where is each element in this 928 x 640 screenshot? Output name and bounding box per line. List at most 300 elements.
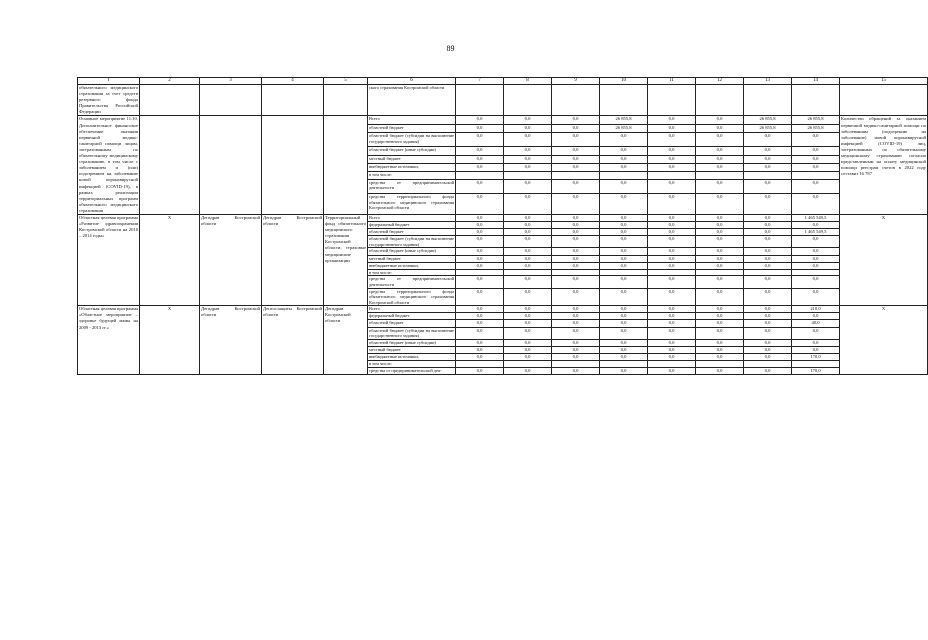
funding-source-cell: средства от предпринимательской деятельности [369,276,454,287]
amount-cell: 0,0 [648,116,696,124]
amount-cell [696,85,744,116]
funding-source-cell: местный бюджет [368,255,456,262]
co-executor-cell: Депгосзащиты Костромской области [262,306,324,374]
amount-cell: 0,0 [648,320,696,327]
amount-cell: 0,0 [744,248,792,255]
amount-cell: 0,0 [504,255,552,262]
amount-cell: 0,0 [792,313,840,320]
amount-cell [456,172,504,180]
amount-cell: 0,0 [504,276,552,288]
amount-cell: 0,0 [648,313,696,320]
amount-cell: 0,0 [744,353,792,360]
amount-cell: 0,0 [456,163,504,171]
amount-cell: 0,0 [648,147,696,155]
amount-cell: 0,0 [552,163,600,171]
amount-cell [504,172,552,180]
amount-cell: 0,0 [504,327,552,339]
amount-cell: 0,0 [648,229,696,236]
amount-cell: 0,0 [696,327,744,339]
amount-cell: 0,0 [456,124,504,132]
amount-cell: 0,0 [696,155,744,163]
funding-source-cell: ского страхования Костромской области [368,85,456,116]
amount-cell: 0,0 [456,116,504,124]
header-cell: 6 [368,78,456,85]
amount-cell: 0,0 [648,222,696,229]
amount-cell: 40,0 [792,320,840,327]
amount-cell: 0,0 [648,262,696,269]
amount-cell: 0,0 [744,179,792,193]
amount-cell: 0,0 [792,255,840,262]
amount-cell: 210,0 [792,306,840,313]
amount-cell: 0,0 [696,147,744,155]
amount-cell: 0,0 [552,313,600,320]
amount-cell: 0,0 [456,320,504,327]
amount-cell: 0,0 [600,222,648,229]
amount-cell: 0,0 [600,214,648,221]
header-cell: 3 [200,78,262,85]
amount-cell [600,361,648,368]
amount-cell: 0,0 [456,306,504,313]
header-cell: 14 [792,78,840,85]
amount-cell: 0,0 [456,313,504,320]
amount-cell: 0,0 [552,222,600,229]
amount-cell: 0,0 [456,147,504,155]
amount-cell: 0,0 [600,133,648,147]
amount-cell: 0,0 [504,133,552,147]
amount-cell: 0,0 [552,255,600,262]
amount-cell [744,361,792,368]
amount-cell: 0,0 [504,313,552,320]
header-cell: 1 [78,78,140,85]
amount-cell [648,269,696,276]
funding-source-cell: областной бюджет (субсидии на выполнение государственного задания) [369,327,454,339]
amount-cell: 0,0 [552,346,600,353]
amount-cell: 0,0 [456,194,504,215]
amount-cell: 0,0 [504,236,552,248]
funding-source-cell: областной бюджет (иные субсидии) [368,339,456,346]
funding-source-cell: областной бюджет (иные субсидии) [368,248,456,255]
amount-cell: 0,0 [792,222,840,229]
funding-source-cell: Всего [368,116,456,124]
funding-source-cell: федеральный бюджет [368,313,456,320]
funding-source-cell: внебюджетные источники, [368,163,456,171]
amount-cell: 0,0 [600,313,648,320]
amount-cell [744,269,792,276]
participant-cell: Депздрав Костромской области [324,306,368,374]
amount-cell: 0,0 [504,262,552,269]
amount-cell [648,361,696,368]
amount-cell [552,172,600,180]
amount-cell: 0,0 [600,288,648,306]
amount-cell: 0,0 [744,163,792,171]
table-body [78,78,928,375]
amount-cell: 26 855,8 [792,116,840,124]
header-cell: 9 [552,78,600,85]
amount-cell: 0,0 [456,327,504,339]
amount-cell: 0,0 [552,133,600,147]
header-cell: 11 [648,78,696,85]
amount-cell: 0,0 [696,133,744,147]
column-2-cell: X [140,306,200,374]
amount-cell [504,269,552,276]
amount-cell: 0,0 [456,236,504,248]
amount-cell: 0,0 [552,236,600,248]
funding-source-cell: Всего [368,214,456,221]
amount-cell: 0,0 [648,236,696,248]
amount-cell: 0,0 [648,124,696,132]
amount-cell: 0,0 [456,133,504,147]
page-number: 89 [446,44,455,53]
amount-cell: 0,0 [600,147,648,155]
amount-cell [792,361,840,368]
co-executor-cell: Депздрав Костромской области [262,214,324,305]
amount-cell: 0,0 [600,320,648,327]
amount-cell: 0,0 [648,306,696,313]
amount-cell: 0,0 [696,214,744,221]
amount-cell: 0,0 [792,163,840,171]
amount-cell: 0,0 [600,236,648,248]
funding-source-cell: внебюджетные источники, [368,262,456,269]
amount-cell: 0,0 [552,179,600,193]
header-cell: 7 [456,78,504,85]
amount-cell: 0,0 [744,222,792,229]
amount-cell: 0,0 [456,346,504,353]
amount-cell: 0,0 [792,155,840,163]
amount-cell: 0,0 [504,346,552,353]
amount-cell: 0,0 [552,229,600,236]
amount-cell: 0,0 [504,155,552,163]
amount-cell: 0,0 [696,163,744,171]
co-executor-cell [262,85,324,116]
amount-cell: 0,0 [648,327,696,339]
amount-cell: 0,0 [600,367,648,374]
amount-cell: 0,0 [456,214,504,221]
amount-cell: 0,0 [696,288,744,306]
amount-cell: 0,0 [456,288,504,306]
amount-cell: 0,0 [744,306,792,313]
amount-cell: 0,0 [504,320,552,327]
amount-cell: 0,0 [744,320,792,327]
funding-source-cell: областной бюджет (иные субсидии) [368,147,456,155]
amount-cell: 0,0 [504,353,552,360]
amount-cell [696,361,744,368]
amount-cell [552,85,600,116]
funding-source-cell: в том числе: [368,361,456,368]
amount-cell: 0,0 [504,116,552,124]
amount-cell: 0,0 [504,179,552,193]
header-cell: 5 [324,78,368,85]
amount-cell: 0,0 [744,276,792,288]
amount-cell [600,172,648,180]
amount-cell: 0,0 [552,194,600,215]
measure-name-cell: обязательного медицинского страхования за счет средств резервного фонда Правительства Российской Федерации [79,85,138,115]
amount-cell: 0,0 [744,288,792,306]
amount-cell [744,85,792,116]
amount-cell: 0,0 [648,133,696,147]
amount-cell: 0,0 [744,339,792,346]
funding-source-cell: областной бюджет [368,124,456,132]
amount-cell: 0,0 [552,116,600,124]
amount-cell: 0,0 [552,320,600,327]
amount-cell: 0,0 [600,255,648,262]
amount-cell [792,85,840,116]
amount-cell: 0,0 [456,339,504,346]
amount-cell: 0,0 [504,229,552,236]
amount-cell [456,85,504,116]
amount-cell: 0,0 [504,222,552,229]
amount-cell: 0,0 [744,327,792,339]
indicator-cell [840,85,928,116]
amount-cell: 0,0 [792,276,840,288]
amount-cell: 0,0 [792,262,840,269]
amount-cell: 0,0 [552,147,600,155]
amount-cell: 0,0 [600,262,648,269]
amount-cell: 0,0 [696,367,744,374]
amount-cell: 26 855,8 [744,116,792,124]
amount-cell: 0,0 [744,229,792,236]
amount-cell: 170,0 [792,367,840,374]
amount-cell: 0,0 [648,367,696,374]
responsible-executor-cell [200,116,262,215]
amount-cell: 0,0 [552,288,600,306]
amount-cell: 0,0 [648,255,696,262]
funding-source-cell: областной бюджет (субсидии на выполнение государственного задания) [369,236,454,247]
indicator-cell: Количество обращений за оказанием первичной медико-санитарной помощи по заболеваниям (подозрению на заболевание) новой коронавирусной инфекцией (COVID-19) лиц, застрахованных по обязательному медицинскому страхованию согласно представленным на оплату медицинской помощи реестрам счетов в 2022 году составит 16 787 [840,116,928,215]
amount-cell: 0,0 [552,276,600,288]
amount-cell: 0,0 [552,214,600,221]
amount-cell: 0,0 [696,339,744,346]
amount-cell: 0,0 [744,194,792,215]
amount-cell: 0,0 [504,163,552,171]
funding-source-cell: внебюджетные источники, [368,353,456,360]
amount-cell: 0,0 [504,306,552,313]
amount-cell: 0,0 [600,327,648,339]
amount-cell: 0,0 [696,306,744,313]
amount-cell [792,269,840,276]
amount-cell: 0,0 [744,133,792,147]
amount-cell: 0,0 [648,346,696,353]
amount-cell: 0,0 [600,353,648,360]
funding-source-cell: областной бюджет [368,229,456,236]
amount-cell: 0,0 [792,339,840,346]
amount-cell: 0,0 [504,367,552,374]
amount-cell: 0,0 [552,124,600,132]
amount-cell: 0,0 [792,194,840,215]
funding-source-cell: средства территориального фонда обязательного медицинского страхования Костромской области [368,194,456,215]
amount-cell [552,361,600,368]
amount-cell: 0,0 [744,214,792,221]
amount-cell: 0,0 [504,194,552,215]
amount-cell: 0,0 [696,229,744,236]
participant-cell [324,116,368,215]
amount-cell: 26 855,8 [792,124,840,132]
amount-cell [696,269,744,276]
amount-cell: 0,0 [504,147,552,155]
funding-source-cell: средства от предпринимательской деятельности [368,179,456,193]
amount-cell: 0,0 [696,116,744,124]
amount-cell [456,361,504,368]
participant-cell [324,85,368,116]
amount-cell: 0,0 [792,179,840,193]
amount-cell: 0,0 [456,262,504,269]
amount-cell: 0,0 [600,248,648,255]
amount-cell: 0,0 [696,320,744,327]
amount-cell: 0,0 [792,248,840,255]
amount-cell: 0,0 [696,124,744,132]
amount-cell: 0,0 [696,313,744,320]
amount-cell: 0,0 [456,255,504,262]
funding-source-cell: местный бюджет [368,155,456,163]
amount-cell: 0,0 [696,353,744,360]
indicator-cell: X [840,214,928,305]
amount-cell [504,85,552,116]
amount-cell: 0,0 [552,339,600,346]
amount-cell: 170,0 [792,353,840,360]
amount-cell [696,172,744,180]
amount-cell: 0,0 [696,276,744,288]
funding-source-cell: областной бюджет [368,320,456,327]
amount-cell: 0,0 [456,353,504,360]
amount-cell [456,269,504,276]
amount-cell: 0,0 [696,346,744,353]
amount-cell: 26 855,8 [600,124,648,132]
header-cell: 4 [262,78,324,85]
funding-source-cell: местный бюджет [368,346,456,353]
amount-cell: 0,0 [648,163,696,171]
amount-cell: 0,0 [696,222,744,229]
header-cell: 12 [696,78,744,85]
funding-source-cell: Всего [368,306,456,313]
participant-cell: Территориальный фонд обязательного медицинского страхования Костромской области; страховые медицинские организации [324,214,368,305]
funding-source-cell: средства территориального фонда обязательного медицинского страхования Костромской области [369,288,454,305]
amount-cell [744,172,792,180]
amount-cell: 0,0 [552,262,600,269]
amount-cell: 0,0 [744,155,792,163]
amount-cell: 0,0 [504,288,552,306]
amount-cell: 0,0 [744,367,792,374]
amount-cell: 0,0 [792,327,840,339]
co-executor-cell [262,116,324,215]
amount-cell: 0,0 [648,155,696,163]
amount-cell: 26 855,8 [600,116,648,124]
amount-cell: 0,0 [600,179,648,193]
amount-cell: 0,0 [600,339,648,346]
amount-cell: 0,0 [600,306,648,313]
amount-cell: 0,0 [696,236,744,248]
amount-cell: 0,0 [792,236,840,248]
amount-cell [648,85,696,116]
amount-cell: 0,0 [792,288,840,306]
amount-cell: 0,0 [696,262,744,269]
amount-cell: 0,0 [456,248,504,255]
amount-cell: 0,0 [744,262,792,269]
amount-cell: 0,0 [648,194,696,215]
amount-cell: 0,0 [504,339,552,346]
program-funding-table [77,77,928,375]
amount-cell: 26 855,8 [744,124,792,132]
amount-cell: 0,0 [456,179,504,193]
amount-cell [600,85,648,116]
amount-cell: 0,0 [648,288,696,306]
responsible-executor-cell: Депздрав Костромской области [200,306,262,374]
amount-cell: 0,0 [456,367,504,374]
amount-cell: 0,0 [456,229,504,236]
table-row [78,214,928,221]
amount-cell: 0,0 [552,353,600,360]
table-row [78,116,928,124]
header-cell: 15 [840,78,928,85]
amount-cell: 0,0 [552,306,600,313]
column-2-cell [140,116,200,215]
amount-cell [600,269,648,276]
amount-cell: 0,0 [696,179,744,193]
amount-cell: 0,0 [600,346,648,353]
table-row [78,85,928,116]
header-row [78,78,928,85]
amount-cell: 0,0 [504,248,552,255]
amount-cell: 0,0 [552,327,600,339]
column-2-cell [140,85,200,116]
amount-cell: 0,0 [696,248,744,255]
amount-cell: 0,0 [648,248,696,255]
amount-cell: 0,0 [648,339,696,346]
amount-cell: 0,0 [744,346,792,353]
amount-cell: 0,0 [648,179,696,193]
amount-cell: 0,0 [648,353,696,360]
funding-source-cell: федеральный бюджет [368,222,456,229]
amount-cell [792,172,840,180]
amount-cell: 0,0 [600,155,648,163]
amount-cell [648,172,696,180]
funding-source-cell: в том числе: [368,269,456,276]
responsible-executor-cell [200,85,262,116]
indicator-cell: X [840,306,928,374]
amount-cell: 0,0 [792,133,840,147]
amount-cell: 0,0 [504,124,552,132]
amount-cell: 0,0 [456,276,504,288]
amount-cell: 0,0 [792,147,840,155]
funding-source-cell: областной бюджет (субсидии на выполнение государственного задания) [368,133,456,147]
amount-cell: 0,0 [696,255,744,262]
amount-cell: 0,0 [792,346,840,353]
amount-cell: 0,0 [600,276,648,288]
measure-name-cell: Областная целевая программа «Развитие здравоохранения Костромской области на 2010 – 2014 годы» [78,214,140,305]
amount-cell: 0,0 [552,155,600,163]
amount-cell: 1 465 549,5 [792,214,840,221]
amount-cell: 0,0 [744,147,792,155]
amount-cell: 0,0 [648,276,696,288]
measure-name-cell: Областная целевая программа «Областное мероприятие – здоровье будущей мамы на 2009 - 2013 гг.» [78,306,140,374]
amount-cell: 0,0 [456,155,504,163]
header-cell: 8 [504,78,552,85]
funding-source-cell: в том числе: [368,172,456,180]
funding-source-cell: средства от предпринимательской дея- [368,367,456,374]
measure-name-cell: Основное мероприятие 11.10. Дополнительное финансовое обеспечение оказания первичной медико-санитарной помощи лицам, застрахованным по обязательному медицинскому страхованию, в том числе с заболеванием и (или) подозрением на заболевание новой коронавирусной инфекцией (COVID-19), в рамках реализации территориальных программ обязательного медицинского страхования [79,116,138,213]
amount-cell [504,361,552,368]
amount-cell: 0,0 [600,194,648,215]
amount-cell: 0,0 [552,367,600,374]
amount-cell: 0,0 [552,248,600,255]
header-cell: 10 [600,78,648,85]
amount-cell: 0,0 [504,214,552,221]
amount-cell: 0,0 [456,222,504,229]
amount-cell: 0,0 [600,229,648,236]
amount-cell: 0,0 [744,255,792,262]
amount-cell: 1 465 549,5 [792,229,840,236]
responsible-executor-cell: Депздрав Костромской области [200,214,262,305]
amount-cell: 0,0 [648,214,696,221]
header-cell: 13 [744,78,792,85]
